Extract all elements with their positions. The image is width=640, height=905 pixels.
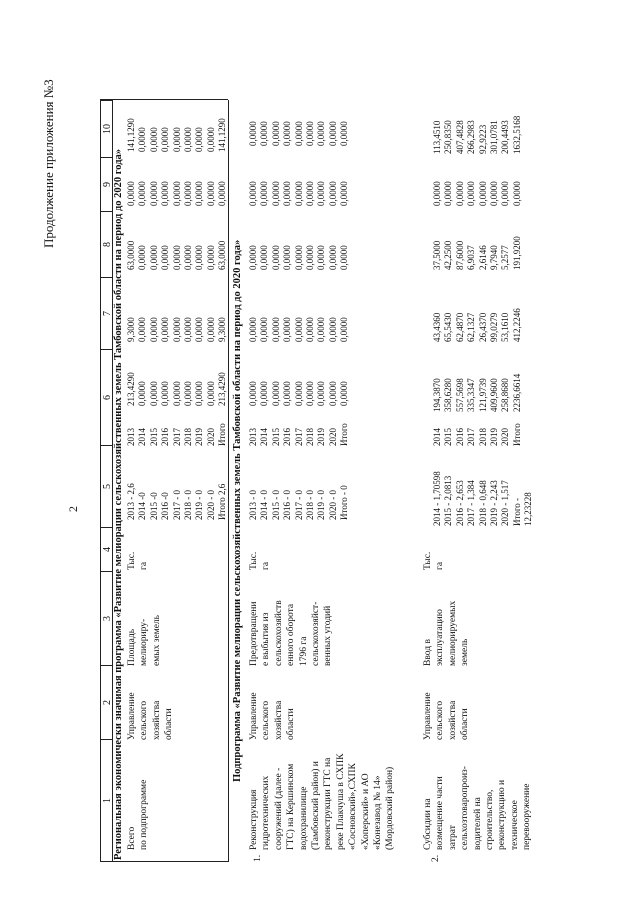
total-col8: 63,0000 0,0000 0,0000 0,0000 0,0000 0,0000 0,0000 0,0000 63,0000 xyxy=(126,240,228,270)
row1-col10: 0,0000 0,0000 0,0000 0,0000 0,0000 0,0000 0,0000 0,0000 0,0000 xyxy=(248,121,350,146)
budget-table xyxy=(100,62,620,862)
col-header-8: 8 xyxy=(100,212,113,278)
continuation-caption: Продолжение приложения №3 xyxy=(41,79,56,248)
total-executor: Управление сельского хозяйства области xyxy=(127,692,175,740)
row1-unit: Тыс. га xyxy=(249,551,272,570)
col-header-10: 10 xyxy=(100,100,113,158)
row1-number: 1. xyxy=(253,854,263,862)
row2-col6: 194,3870 358,6280 557,5698 335,3347 121,9739 409,9600 258,8680 2236,6614 xyxy=(432,373,522,412)
total-unit: Тыс. га xyxy=(127,551,150,570)
total-indicator: Площадь мелиориру- емых земель xyxy=(127,614,162,666)
total-years-values: 2013 - 2,6 2014 -0 2015 -0 2016 -0 2017 - 0 2018 - 0 2019 - 0 2020 - 0 Итого 2,6 xyxy=(126,483,228,520)
table-divider xyxy=(228,100,229,862)
row2-indicator: Ввод в эксплуатацию мелиорируемых земель xyxy=(423,600,471,666)
row2-unit: Тыс. га xyxy=(423,551,446,570)
row2-col7: 43,4360 65,5430 62,4870 62,1327 26,4370 99,0279 53,1610 412,2246 xyxy=(432,308,522,342)
row2-number: 2. xyxy=(431,854,441,862)
row1-label: Реконструкция гидротехнических сооружений (далее - ГТС) на Кершинском водохранилище (Тамбовский район) и реконструкции ГТС на реке Плакчуша в СХПК «Сосновский»,СХПК «Хоперский» и АО «Конезавод № 14» (Мордовский район) xyxy=(249,753,396,850)
col-header-2: 2 xyxy=(100,666,113,740)
col-header-7: 7 xyxy=(100,278,113,350)
table-border-right xyxy=(100,99,228,100)
row2-col9: 0,0000 0,0000 0,0000 0,0000 0,0000 0,0000 0,0000 0,0000 xyxy=(432,181,522,206)
row1-years: 2013 2014 2015 2016 2017 2018 2019 2020 Итого xyxy=(248,423,350,446)
section-regional-title: Региональная экономически значимая программа «Развитие мелиорации сельскохозяйственных земель Тамбовской области на период до 2020 года» xyxy=(113,148,124,860)
section-subprogram-title: Подпрограмма «Развитие мелиорации сельскохозяйственных земель Тамбовской области на период до 2020 года» xyxy=(232,239,243,782)
row2-years: 2014 2015 2016 2017 2018 2019 2020 Итого xyxy=(432,423,522,446)
col-header-3: 3 xyxy=(100,572,113,666)
row1-years-values: 2013 - 0 2014 - 0 2015 - 0 2016 - 0 2017 - 0 2018 - 0 2019 - 0 2020 - 0 Итого - 0 xyxy=(248,485,350,520)
page-number: 2 xyxy=(66,506,80,512)
col-header-5: 5 xyxy=(100,446,113,528)
row2-label: Субсидии на возмещение части затрат сельхозтоваропроиз- водителей на строительство, реконструкцию и техническое перевооружение xyxy=(423,766,533,850)
row2-years-values: 2014 - 1,70598 2015 - 2,0813 2016 - 2,653 2017 - 1,384 2018 - 0,648 2019 - 2,243 2020 - 1,517 Итого - 12,23228 xyxy=(432,471,534,526)
row1-col7: 0,0000 0,0000 0,0000 0,0000 0,0000 0,0000 0,0000 0,0000 0,0000 xyxy=(248,317,350,342)
row1-col6: 0,0000 0,0000 0,0000 0,0000 0,0000 0,0000 0,0000 0,0000 0,0000 xyxy=(248,381,350,406)
row1-indicator: Предотвращени е выбытия из сельскохозяйств енного оборота 1796 га сельскохозяйст- венных угодий xyxy=(249,600,334,666)
row2-executor: Управление сельского хозяйства области xyxy=(423,692,471,740)
total-col6: 213,4290 0,0000 0,0000 0,0000 0,0000 0,0000 0,0000 0,0000 213,4290 xyxy=(126,372,228,406)
col-header-4: 4 xyxy=(100,528,113,572)
col-header-1: 1 xyxy=(100,740,113,862)
total-label: Всего по подпрограмме xyxy=(127,779,150,850)
total-col7: 9,3000 0,0000 0,0000 0,0000 0,0000 0,0000 0,0000 0,0000 9,3000 xyxy=(126,317,228,342)
total-years: 2013 2014 2015 2016 2017 2018 2019 2020 Итого xyxy=(126,423,228,446)
row1-executor: Управление сельского хозяйства области xyxy=(249,692,297,740)
table-border-left xyxy=(100,861,228,862)
total-col10: 141,1290 0,0000 0,0000 0,0000 0,0000 0,0000 0,0000 0,0000 141,1290 xyxy=(126,118,228,152)
total-col9: 0,0000 0,0000 0,0000 0,0000 0,0000 0,0000 0,0000 0,0000 0,0000 xyxy=(126,181,228,206)
row1-col9: 0,0000 0,0000 0,0000 0,0000 0,0000 0,0000 0,0000 0,0000 0,0000 xyxy=(248,181,350,206)
row2-col10: 113,4510 250,8350 407,4828 266,2983 92,9223 301,0781 200,4493 1632,5168 xyxy=(432,115,522,154)
row1-col8: 0,0000 0,0000 0,0000 0,0000 0,0000 0,0000 0,0000 0,0000 0,0000 xyxy=(248,245,350,270)
col-header-9: 9 xyxy=(100,158,113,212)
row2-col8: 37,5000 42,2500 87,6000 6,9037 2,6146 9,7940 5,2577 191,9200 xyxy=(432,236,522,270)
col-header-6: 6 xyxy=(100,350,113,446)
